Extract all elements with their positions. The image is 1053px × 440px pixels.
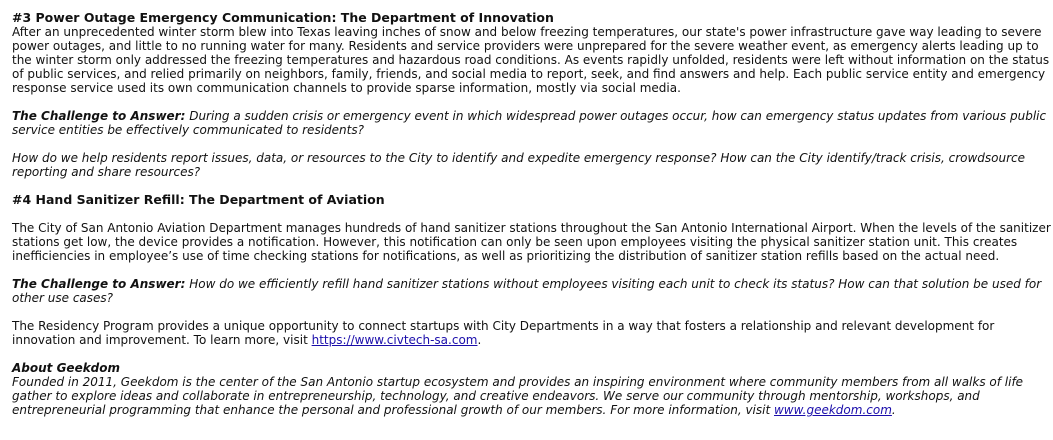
section-3-heading: #3 Power Outage Emergency Communication: The Department of Innovation [12, 10, 554, 25]
section-4-heading: #4 Hand Sanitizer Refill: The Department of Aviation [12, 192, 385, 207]
section-3-challenge-text: During a sudden crisis or emergency event in which widespread power outages occur, how can emergency status updates from various public service entities be effectively communicated to residents? [12, 109, 1047, 137]
section-3-challenge [12, 109, 1052, 137]
about-text: Founded in 2011, Geekdom is the center of the San Antonio startup ecosystem and provides an inspiring environment where community members from all walks of life gather to explore ideas and collaborate in entrepreneurship, technology, and creative endeavors. We serve our community through mentorship, workshops, and entrepreneurial programming that enhance the personal and professional growth of our members. For more information, visit [12, 375, 1024, 417]
residency-paragraph [12, 319, 1052, 347]
section-4-challenge-text: How do we efficiently refill hand sanitizer stations without employees visiting each unit to check its status? How can that solution be used for other use cases? [12, 277, 1042, 305]
section-4-body: The City of San Antonio Aviation Department manages hundreds of hand sanitizer stations throughout the San Antonio International Airport. When the levels of the sanitizer stations get low, the device provides a notification. However, this notification can only be seen upon employees visiting the physical sanitizer station unit. This creates inefficiencies in employee’s use of time checking stations for notifications, as well as prioritizing the distribution of sanitizer station refills based on the actual need. [12, 221, 1051, 263]
about-paragraph [12, 375, 1052, 417]
section-3-body: After an unprecedented winter storm blew into Texas leaving inches of snow and below freezing temperatures, our state's power infrastructure gave way leading to severe power outages, and little to no running water for many. Residents and service providers were unprepared for the severe weather event, as emergency alerts leading up to the winter storm only addressed the freezing temperatures and hazardous road conditions. As events rapidly unfolded, residents were left without information on the status of public services, and relied primarily on neighbors, family, friends, and social media to report, seek, and find answers and help. Each public service entity and emergency response service used its own communication channels to provide sparse information, mostly via social media. [12, 25, 1050, 95]
civtech-link[interactable]: https://www.civtech-sa.com [311, 333, 478, 347]
residency-text: The Residency Program provides a unique opportunity to connect startups with City Departments in a way that fosters a relationship and relevant development for innovation and improvement. To learn more, visit [12, 319, 995, 347]
about-period: . [891, 403, 896, 417]
about-heading: About Geekdom [12, 361, 121, 375]
section-4-challenge-label: The Challenge to Answer: [12, 277, 186, 291]
section-3-challenge-label: The Challenge to Answer: [12, 109, 186, 123]
geekdom-link[interactable]: www.geekdom.com [773, 403, 892, 417]
residency-period: . [477, 333, 482, 347]
section-4-challenge [12, 277, 1052, 305]
section-3-followup: How do we help residents report issues, data, or resources to the City to identify and expedite emergency response? How can the City identify/track crisis, crowdsource reporting and share resources? [12, 151, 1026, 179]
